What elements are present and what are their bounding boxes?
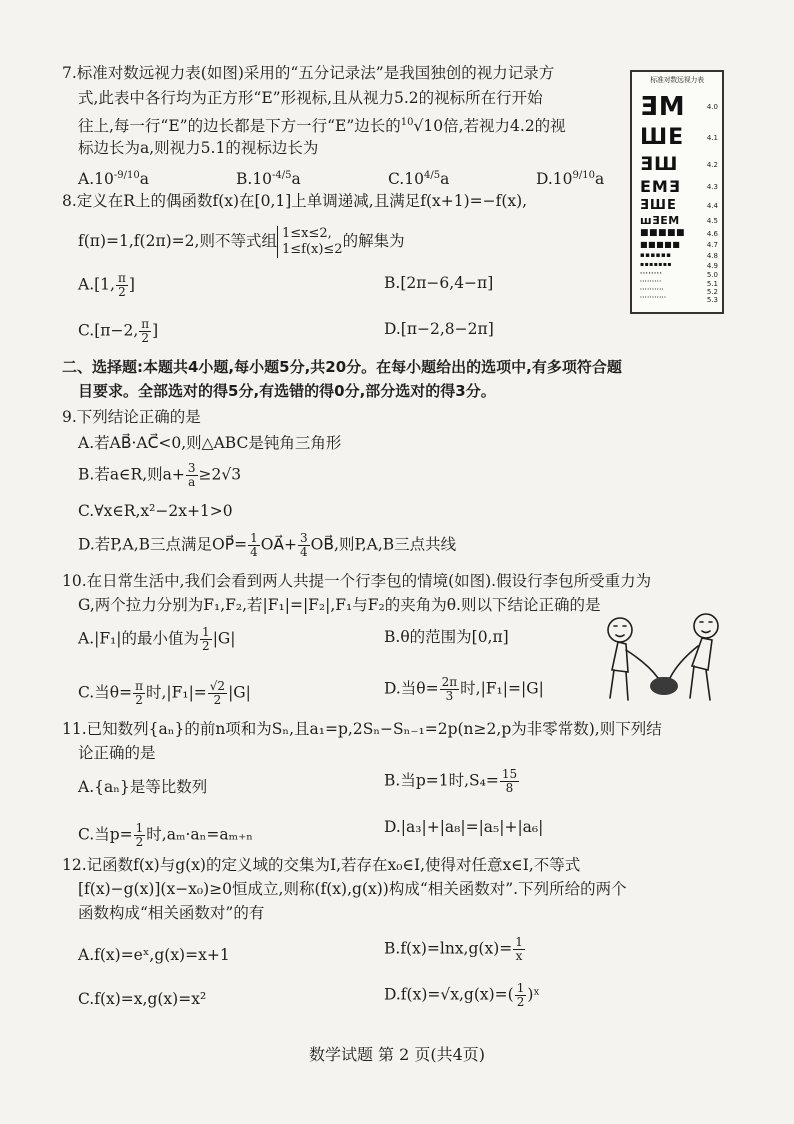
eye-chart-row-symbols: ········ (640, 270, 663, 277)
eye-chart-row-value: 5.3 (706, 296, 718, 304)
eye-chart-row-symbols: ▪▪▪▪▪▪ (640, 251, 672, 259)
q10-line2: G,两个拉力分别为F₁,F₂,若|F₁|=|F₂|,F₁与F₂的夹角为θ.则以下结论正确的是 (78, 596, 601, 614)
q12-option-d: D.f(x)=√x,g(x)=( $\frac{1}{2}$ )ˣ (384, 981, 540, 1009)
q9-option-b: B.若a∈R,则a+ $\frac{3}{a}$ ≥2√3 (78, 461, 242, 489)
q11-line2: 论正确的是 (78, 744, 156, 762)
q12-line1: 12.记函数f(x)与g(x)的定义域的交集为I,若存在x₀∈I,使得对任意x∈I,不等式 (62, 856, 581, 874)
q8-line1: 8.定义在R上的偶函数f(x)在[0,1]上单调递减,且满足f(x+1)=−f(x), (62, 192, 528, 210)
eye-chart-row-value: 4.0 (706, 103, 718, 111)
q11-option-c: C.当p= $\frac{1}{2}$ 时,aₘ·aₙ=aₘ₊ₙ (78, 821, 253, 849)
q7-option-a: $A.10^{-9/10}a$ (78, 170, 149, 189)
q8-line2: f(π)=1,f(2π)=2,则不等式组 1≤x≤2, 1≤f(x)≤2 的解集为 (78, 226, 405, 257)
eye-chart-row-symbols: ƎШ (640, 153, 679, 175)
eye-chart-row-symbols: ········· (640, 279, 662, 285)
q12-option-b: B.f(x)=lnx,g(x)= $\frac{1}{x}$ (384, 935, 523, 963)
q11-line1: 11.已知数列{aₙ}的前n项和为Sₙ,且a₁=p,2Sₙ−Sₙ₋₁=2p(n≥2,p为非零常数),则下列结 (62, 720, 662, 738)
q10-option-a: A.|F₁|的最小值为 $\frac{1}{2}$ |G| (78, 625, 236, 653)
eye-chart-row-value: 4.6 (706, 229, 718, 238)
q7-line4: 标边长为a,则视力5.1的视标边长为 (78, 139, 319, 157)
section2-line1: 二、选择题:本题共4小题,每小题5分,共20分。在每小题给出的选项中,有多项符合题 (62, 358, 622, 376)
page-footer: 数学试题 第 2 页(共4页) (308, 1045, 486, 1064)
q8-option-a: A.[1, $\frac{\pi}{2}$ ] (78, 271, 135, 299)
q12-line3: 函数构成“相关函数对”的有 (78, 904, 265, 922)
eye-chart-row-value: 4.4 (706, 201, 718, 210)
q11-option-a: A.{aₙ}是等比数列 (78, 778, 208, 796)
eye-chart-row-value: 5.1 (706, 280, 718, 288)
q7-option-b: $B.10^{-4/5}a$ (236, 170, 301, 189)
eye-chart-row-value: 4.2 (706, 160, 718, 169)
eye-chart-row-symbols: ▪▪▪▪▪▪▪ (640, 261, 672, 268)
q12-option-a: A.f(x)=eˣ,g(x)=x+1 (78, 946, 230, 964)
q8-option-c: C.[π−2, $\frac{\pi}{2}$ ] (78, 317, 159, 345)
eye-chart-row-value: 4.5 (706, 216, 718, 225)
eye-chart-row-value: 4.8 (706, 252, 718, 260)
eye-chart-row-value: 4.7 (706, 241, 718, 249)
q10-line1: 10.在日常生活中,我们会看到两人共提一个行李包的情境(如图).假设行李包所受重力为 (62, 572, 652, 590)
q10-option-d: D.当θ= $\frac{2\pi}{3}$ 时,|F₁|=|G| (384, 675, 544, 703)
q7-option-d: $D.10^{9/10}a$ (536, 170, 605, 189)
eye-chart-row-value: 4.3 (706, 183, 718, 191)
eye-chart-row-value: 4.1 (706, 134, 718, 142)
eye-chart-row-symbols: EMƎ (640, 177, 681, 196)
eye-chart-row-symbols: ■■■■■ (640, 228, 686, 238)
q9-stem: 9.下列结论正确的是 (62, 408, 201, 426)
eye-chart-row-symbols: ■■■■■ (640, 240, 681, 249)
eye-chart-row-symbols: ƎШE (640, 198, 677, 213)
q10-option-b: B.θ的范围为[0,π] (384, 628, 509, 646)
q9-option-d: D.若P,A,B三点满足OP⃗= $\frac{1}{4}$ OA⃗+ $\frac{3}{4}$ OB⃗,则P,A,B三点共线 (78, 531, 457, 559)
q7-line1: 7.标准对数远视力表(如图)采用的“五分记录法”是我国独创的视力记录方 (62, 64, 555, 82)
eye-chart-row-symbols: ШE (640, 125, 685, 150)
q10-option-c: C.当θ= $\frac{\pi}{2}$ 时,|F₁|= $\frac{√2}{2}$ |G| (78, 679, 251, 707)
two-people-carrying-bag-figure (598, 612, 730, 704)
q12-line2: [f(x)−g(x)](x−x₀)≥0恒成立,则称(f(x),g(x))构成“相关函数对”.下列所给的两个 (78, 880, 627, 898)
eye-chart-row-symbols: шƎEM (640, 214, 680, 227)
eye-chart-row-value: 5.2 (706, 288, 718, 296)
eye-chart-row-value: 4.9 (706, 262, 718, 270)
q7-line2: 式,此表中各行均为正方形“E”形视标,且从视力5.2的视标所在行开始 (78, 89, 543, 107)
eye-chart-title: 标准对数远视力表 (650, 76, 704, 84)
q11-option-d: D.|a₃|+|a₈|=|a₅|+|a₆| (384, 818, 544, 836)
q8-option-d: D.[π−2,8−2π] (384, 320, 494, 338)
q11-option-b: B.当p=1时,S₄= $\frac{15}{8}$ (384, 767, 518, 795)
q7-line3: 往上,每一行“E”的边长都是下方一行“E”边长的$^{10}$√10倍,若视力4.2的视 (78, 117, 566, 136)
q9-option-a: A.若AB⃗·AC⃗<0,则△ABC是钝角三角形 (78, 434, 342, 452)
eye-chart-row-symbols: ··········· (640, 295, 667, 301)
q9-option-c: C.∀x∈R,x²−2x+1>0 (78, 502, 233, 520)
eye-chart-row-symbols: ƎM (640, 92, 686, 122)
section2-line2: 目要求。全部选对的得5分,有选错的得0分,部分选对的得3分。 (78, 382, 496, 400)
eye-chart-row-value: 5.0 (706, 271, 718, 279)
q8-option-b: B.[2π−6,4−π] (384, 274, 494, 292)
eye-chart-figure (630, 70, 724, 314)
q7-option-c: $C.10^{4/5}a$ (388, 170, 450, 189)
q12-option-c: C.f(x)=x,g(x)=x² (78, 990, 207, 1008)
eye-chart-row-symbols: ·········· (640, 287, 664, 293)
